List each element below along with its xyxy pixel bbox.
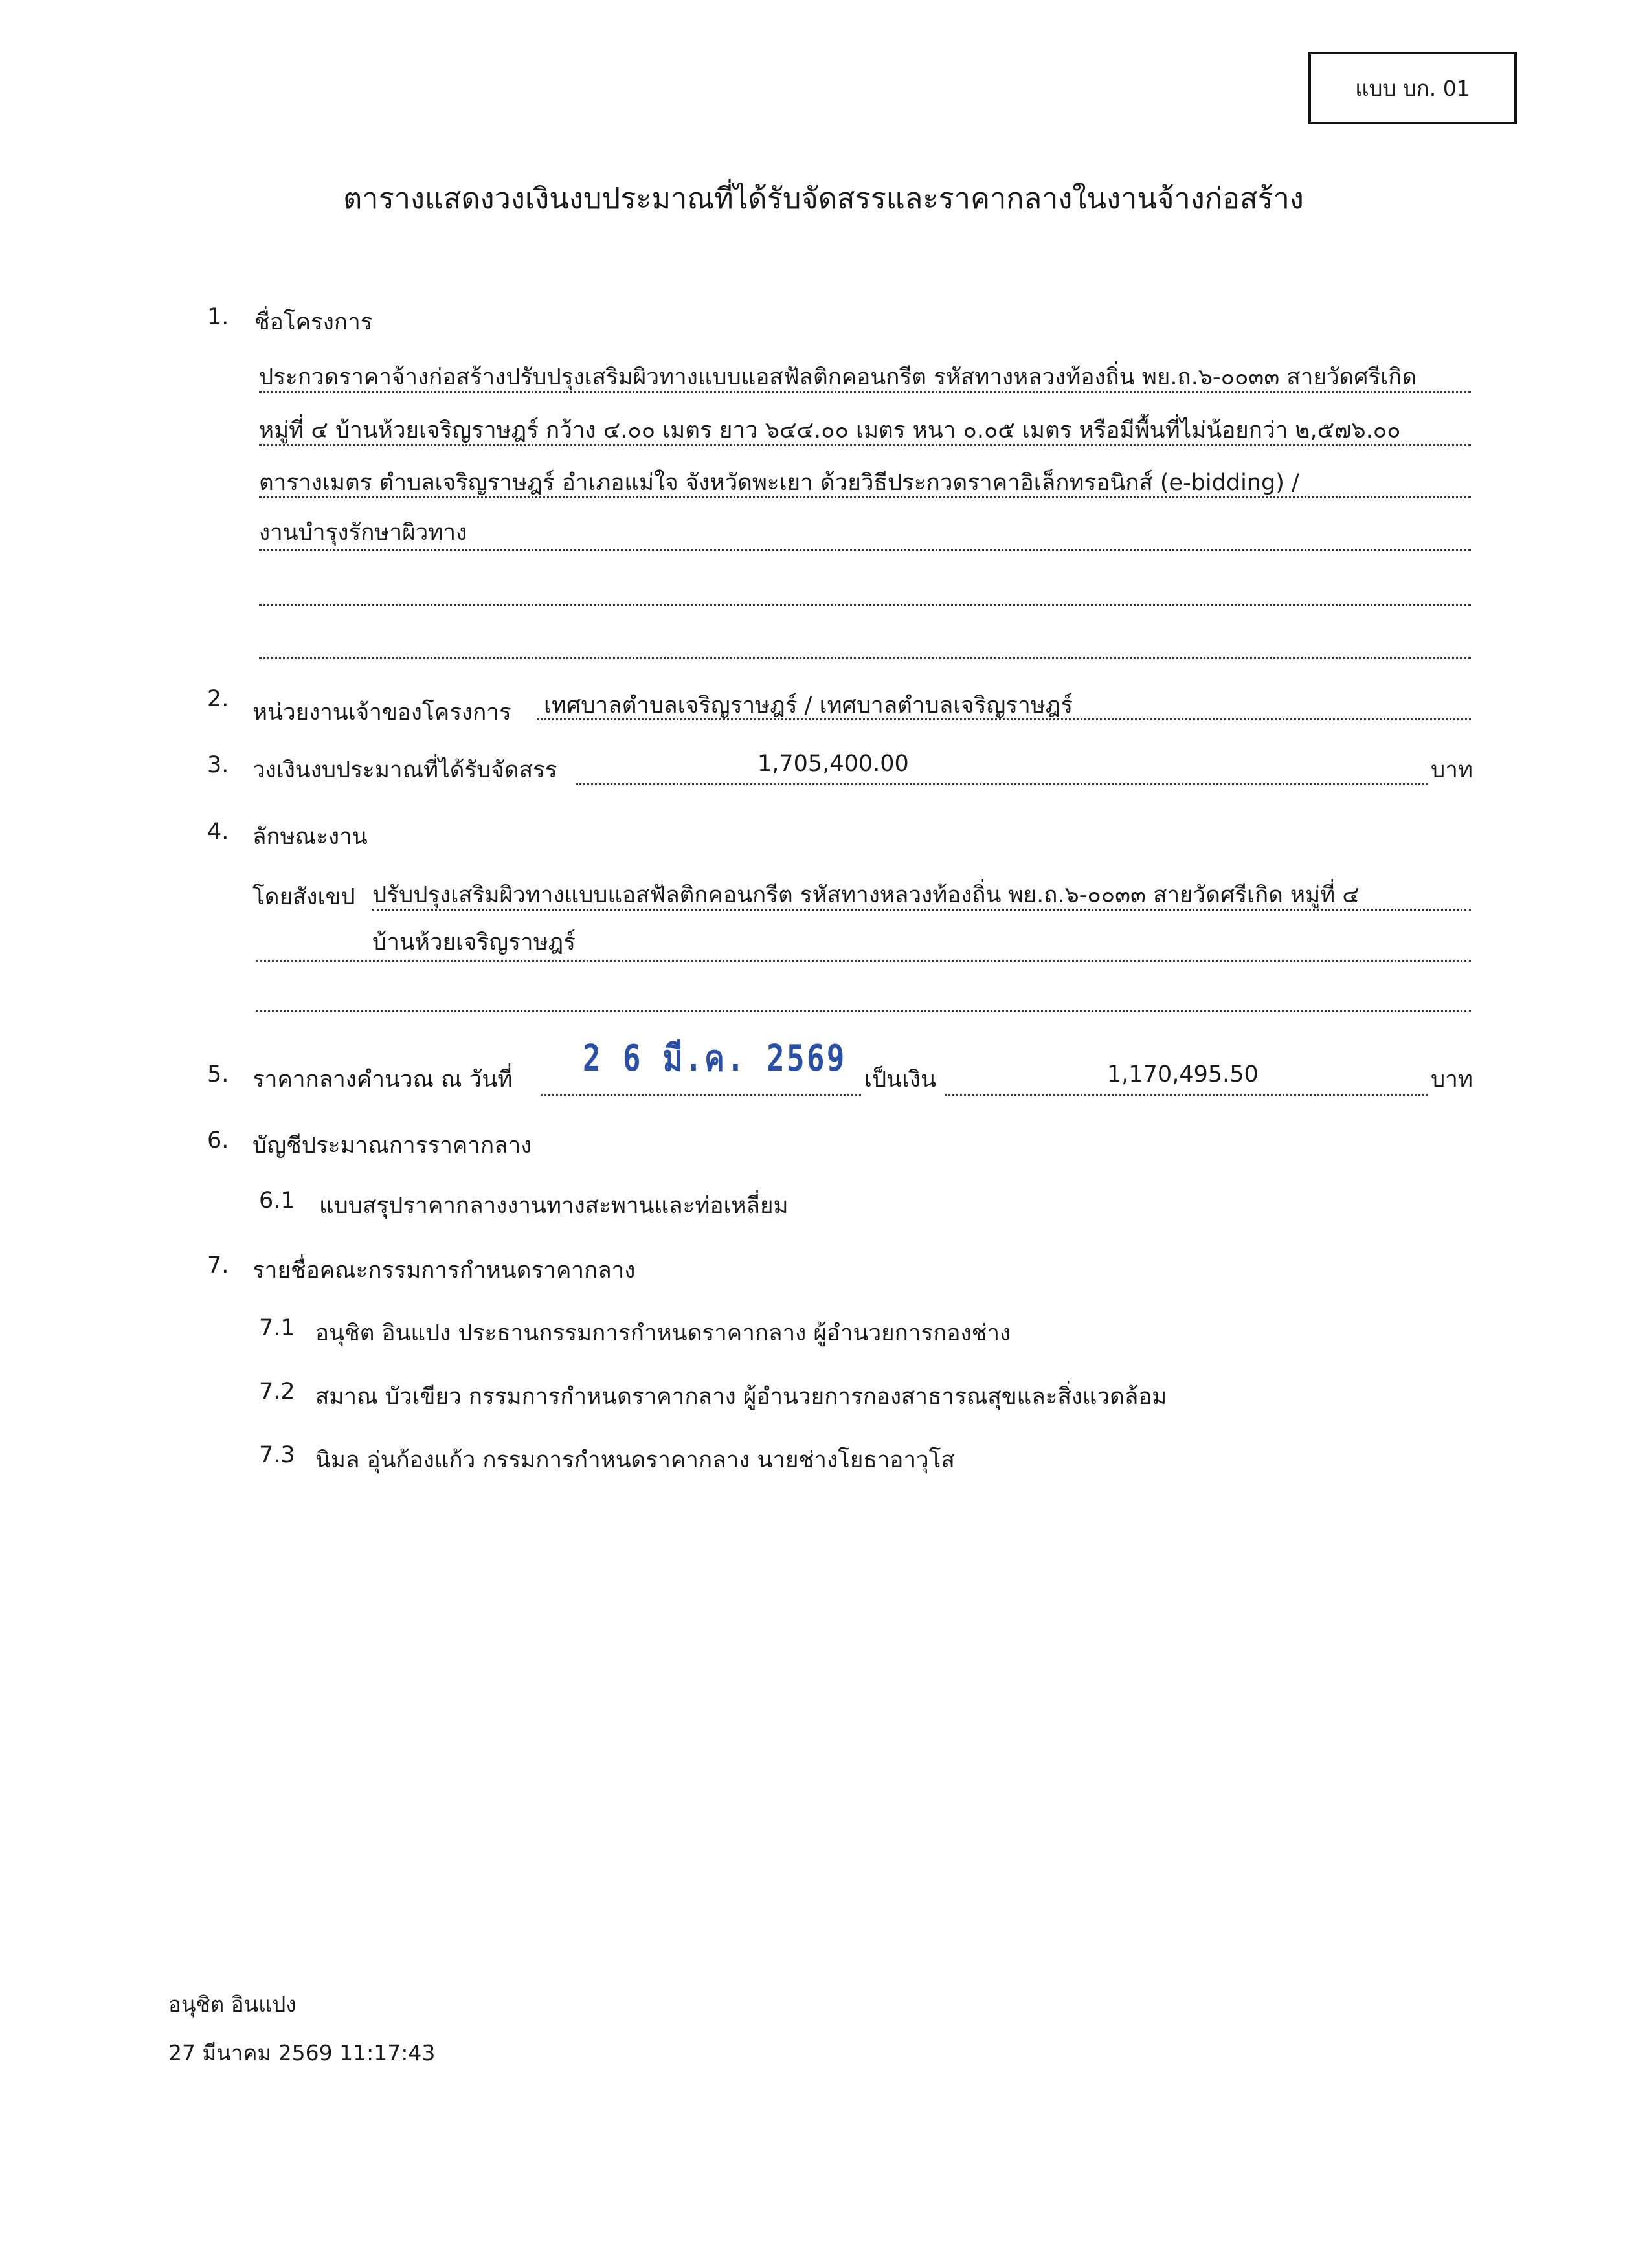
section-3-label: วงเงินงบประมาณที่ได้รับจัดสรร: [252, 757, 557, 783]
work-description-line-1: ปรับปรุงเสริมผิวทางแบบแอสฟัลติกคอนกรีต รหัสทางหลวงท้องถิ่น พย.ถ.๖-๐๐๓๓ สายวัดศรีเกิด หมู่ที่ ๔: [372, 882, 1360, 908]
section-2-number: 2.: [207, 686, 229, 712]
dotted-line: [945, 1094, 1428, 1096]
median-price-amount: 1,170,495.50: [1107, 1062, 1259, 1087]
section-4-label: ลักษณะงาน: [252, 824, 368, 850]
dotted-line: [259, 657, 1471, 659]
signer-name: อนุชิต อินแปง: [168, 1992, 297, 2017]
section-2-label: หน่วยงานเจ้าของโครงการ: [252, 700, 511, 726]
form-code-box: [1308, 52, 1517, 124]
dotted-line: [256, 960, 1471, 962]
dotted-line: [256, 1010, 1471, 1012]
page-title: ตารางแสดงวงเงินงบประมาณที่ได้รับจัดสรรและราคากลางในงานจ้างก่อสร้าง: [343, 181, 1304, 216]
section-5-label: ราคากลางคำนวณ ณ วันที่: [252, 1067, 513, 1093]
dotted-line: [259, 391, 1471, 393]
amount-unit: บาท: [1431, 1067, 1473, 1093]
work-description-line-2: บ้านห้วยเจริญราษฎร์: [372, 929, 576, 955]
dotted-line: [372, 909, 1471, 911]
section-1-label: ชื่อโครงการ: [254, 309, 373, 335]
project-owner: เทศบาลตำบลเจริญราษฎร์ / เทศบาลตำบลเจริญราษฎร์: [544, 693, 1073, 718]
dotted-line: [259, 549, 1471, 551]
section-3-number: 3.: [207, 752, 229, 778]
committee-member: สมาณ บัวเขียว กรรมการกำหนดราคากลาง ผู้อำนวยการกองสาธารณสุขและสิ่งแวดล้อม: [315, 1384, 1167, 1410]
budget-unit: บาท: [1431, 757, 1473, 783]
section-6-number: 6.: [207, 1128, 229, 1153]
dotted-line: [259, 604, 1471, 606]
section-5-number: 5.: [207, 1062, 229, 1087]
project-name-line-1: ประกวดราคาจ้างก่อสร้างปรับปรุงเสริมผิวทางแบบแอสฟัลติกคอนกรีต รหัสทางหลวงท้องถิ่น พย.ถ.๖-๐๐๓๓ สายวัดศรีเกิด: [259, 364, 1417, 390]
section-4-sublabel: โดยสังเขป: [252, 884, 355, 910]
section-7-number: 7.: [207, 1252, 229, 1278]
section-6-label: บัญชีประมาณการราคากลาง: [252, 1133, 532, 1159]
committee-item-number: 7.3: [259, 1442, 295, 1468]
section-6-item-text: แบบสรุปราคากลางงานทางสะพานและท่อเหลี่ยม: [319, 1193, 789, 1219]
project-name-line-4: งานบำรุงรักษาผิวทาง: [259, 520, 467, 546]
dotted-line: [259, 444, 1471, 446]
committee-member: นิมล อุ่นก้องแก้ว กรรมการกำหนดราคากลาง นายช่างโยธาอาวุโส: [315, 1447, 955, 1473]
committee-member: อนุชิต อินแปง ประธานกรรมการกำหนดราคากลาง ผู้อำนวยการกองช่าง: [315, 1320, 1011, 1346]
section-4-number: 4.: [207, 819, 229, 845]
section-7-label: รายชื่อคณะกรรมการกำหนดราคากลาง: [252, 1258, 636, 1284]
date-stamp: 2 6 มี.ค. 2569: [583, 1038, 847, 1080]
project-name-line-2: หมู่ที่ ๔ บ้านห้วยเจริญราษฎร์ กว้าง ๔.๐๐ เมตร ยาว ๖๔๔.๐๐ เมตร หนา ๐.๐๕ เมตร หรือมีพื้นที่ไม่น้อยกว่า ๒,๕๗๖.๐๐: [259, 417, 1401, 443]
dotted-line: [537, 718, 1471, 720]
dotted-line: [259, 496, 1471, 498]
amount-label: เป็นเงิน: [864, 1067, 937, 1093]
project-name-line-3: ตารางเมตร ตำบลเจริญราษฎร์ อำเภอแม่ใจ จังหวัดพะเยา ด้วยวิธีประกวดราคาอิเล็กทรอนิกส์ (e-bidding) /: [259, 470, 1299, 496]
committee-item-number: 7.1: [259, 1315, 295, 1341]
committee-item-number: 7.2: [259, 1379, 295, 1405]
form-code: แบบ บก. 01: [1355, 75, 1470, 101]
dotted-line: [541, 1094, 861, 1096]
dotted-line: [576, 783, 1428, 785]
section-1-number: 1.: [207, 304, 229, 330]
signed-timestamp: 27 มีนาคม 2569 11:17:43: [168, 2040, 436, 2065]
section-6-item-number: 6.1: [259, 1188, 295, 1214]
budget-amount: 1,705,400.00: [757, 751, 909, 777]
